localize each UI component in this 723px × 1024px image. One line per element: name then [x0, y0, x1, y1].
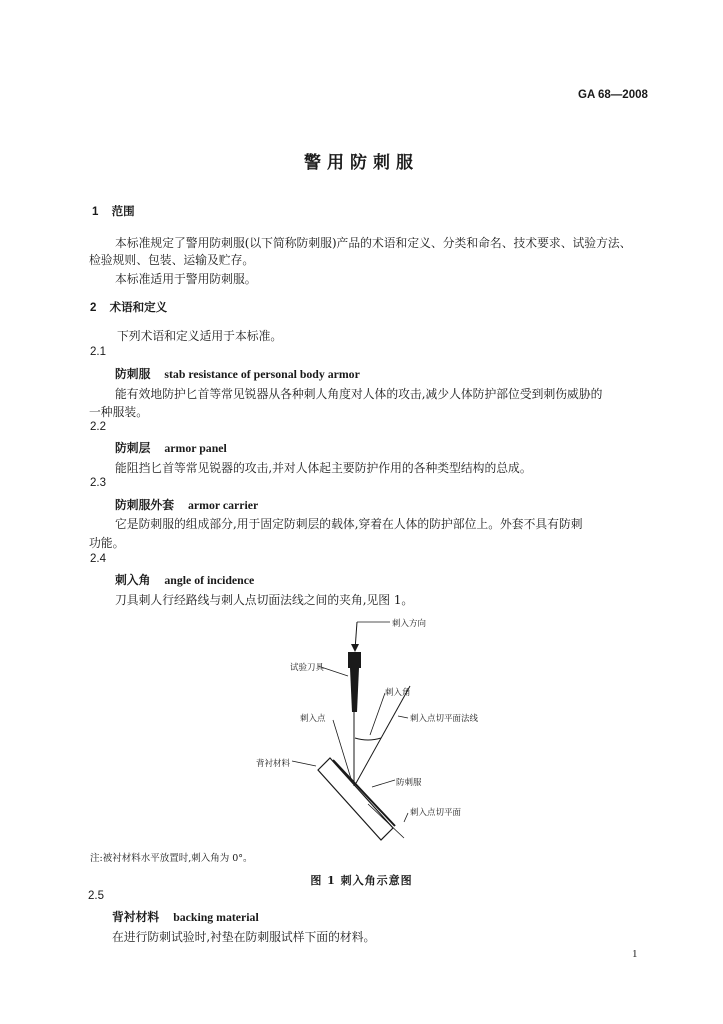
armor-leader [372, 780, 395, 787]
term-2-3-number: 2.3 [90, 477, 106, 489]
standard-code: GA 68—2008 [578, 89, 648, 101]
knife-handle [348, 652, 361, 668]
term-2-2-number: 2.2 [90, 421, 106, 433]
section-2-number: 2 [90, 302, 97, 314]
term-2-1-cn: 防刺服 [115, 367, 151, 381]
armor-plate [333, 760, 395, 826]
plane-leader [404, 813, 408, 822]
term-2-1-def-line-1: 能有效地防护匕首等常见锐器从各种刺人角度对人体的攻击,减少人体防护部位受到刺伤威胁的 [115, 387, 603, 401]
figure-label-normal: 刺入点切平面法线 [410, 714, 479, 724]
figure-note: 注:被衬材料水平放置时,刺入角为 0°。 [90, 853, 253, 864]
figure-label-knife: 试验刀具 [290, 663, 325, 673]
term-2-5-number: 2.5 [88, 890, 104, 902]
tangent-plane-line [368, 804, 404, 838]
page-number: 1 [632, 948, 638, 960]
figure-label-backing: 背衬材料 [256, 759, 291, 769]
term-2-3-cn: 防刺服外套 [115, 498, 174, 512]
figure-label-plane: 刺入点切平面 [410, 808, 462, 818]
page-title: 警用防刺服 [304, 153, 419, 173]
section-1-title: 范围 [111, 206, 135, 218]
s2-intro: 下列术语和定义适用于本标准。 [117, 329, 283, 343]
section-1-number: 1 [92, 206, 99, 218]
figure-label-point: 刺入点 [300, 714, 326, 724]
angle-arc [355, 738, 381, 740]
term-2-5-en: backing material [173, 910, 259, 924]
term-2-4-number: 2.4 [90, 553, 106, 565]
knife-blade [350, 668, 359, 712]
term-2-1-en: stab resistance of personal body armor [164, 367, 360, 381]
backing-block [318, 758, 393, 840]
normal-leader [398, 716, 408, 718]
s1-paragraph-1-line-1: 本标准规定了警用防刺服(以下简称防刺服)产品的术语和定义、分类和命名、技术要求、试验方法、 [115, 236, 632, 250]
term-2-1-number: 2.1 [90, 346, 106, 358]
term-2-3-en: armor carrier [188, 498, 259, 512]
angle-leader [370, 693, 385, 735]
s1-paragraph-1-line-2: 检验规则、包装、运输及贮存。 [89, 253, 255, 267]
term-2-2-cn: 防刺层 [115, 441, 151, 455]
figure-caption: 图 1 刺入角示意图 [310, 874, 413, 887]
term-2-1-def-line-2: 一种服装。 [89, 405, 148, 419]
figure-label-direction: 刺入方向 [392, 619, 427, 629]
term-2-2-def-line-1: 能阻挡匕首等常见锐器的攻击,并对人体起主要防护作用的各种类型结构的总成。 [115, 461, 532, 475]
term-2-4-cn: 刺入角 [115, 573, 151, 587]
s1-paragraph-2: 本标准适用于警用防刺服。 [115, 272, 257, 286]
section-2-title: 术语和定义 [109, 302, 168, 314]
term-2-4-en: angle of incidence [164, 573, 255, 587]
term-2-5-cn: 背衬材料 [112, 910, 160, 924]
backing-leader [292, 761, 316, 766]
term-2-5-heading [112, 908, 259, 925]
term-2-4-def-line-1: 刀具刺人行经路线与刺人点切面法线之间的夹角,见图 1。 [115, 593, 414, 607]
term-2-2-en: armor panel [164, 441, 227, 455]
figure-label-angle: 刺入角 [385, 688, 411, 698]
term-2-5-def-line-1: 在进行防刺试验时,衬垫在防刺服试样下面的材料。 [112, 930, 376, 944]
term-2-3-def-line-2: 功能。 [89, 536, 125, 550]
direction-arrow-head [351, 644, 359, 652]
term-2-3-def-line-1: 它是防刺服的组成部分,用于固定防刺层的载体,穿着在人体的防护部位上。外套不具有防刺 [115, 517, 583, 531]
figure-label-armor: 防刺服 [396, 778, 422, 788]
